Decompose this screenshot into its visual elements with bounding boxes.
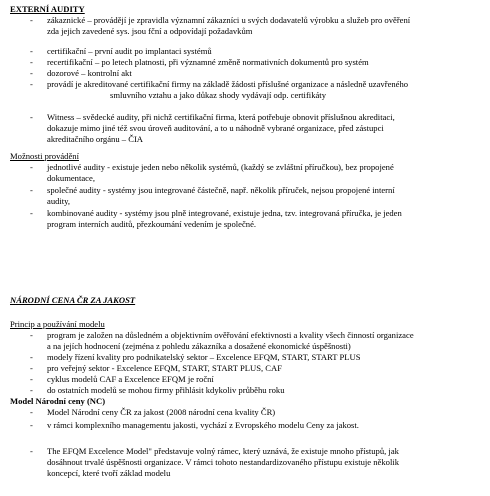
bullet-dash: - [30,420,33,430]
bullet-dash: - [30,162,33,172]
bullet-dash: - [30,208,33,218]
bullet-dash: - [30,363,33,373]
bullet-text: program je založen na důsledném a objektivním ověřování efektivnosti a kvality všech činností organizace [47,330,414,340]
section-title-external-audits: EXTERNÍ AUDITY [10,4,85,14]
bullet-text: pro veřejný sektor - Excelence EFQM, START, START PLUS, CAF [47,363,283,373]
bullet-dash: - [30,330,33,340]
bullet-dash: - [30,57,33,67]
bullet-text: koncepcí, které tvoří základ modelu [47,468,171,478]
section-title-national-quality-award: NÁRODNÍ CENA ČR ZA JAKOST [10,295,136,305]
bullet-text: Model Národní ceny ČR za jakost (2008 národní cena kvality ČR) [47,407,276,417]
bullet-text: jednotlivé audity - existuje jeden nebo několik systémů, (každý se zvláštní příručkou), bez propojené [47,162,394,172]
bullet-text: Witness – svědecké audity, při nichž certifikační firma, která potřebuje obnovit příslušnou akreditaci, [47,112,395,122]
bullet-dash: - [30,68,33,78]
bullet-dash: - [30,352,33,362]
bullet-dash: - [30,185,33,195]
bullet-dash: - [30,112,33,122]
bullet-text: smluvního vztahu a jako důkaz shody vydávají odp. certifikáty [110,90,326,100]
bullet-dash: - [30,46,33,56]
bullet-text: recertifikační – po letech platnosti, při významné změně normativních dokumentů pro systém [47,57,369,67]
bullet-text: zákaznické – provádějí je zpravidla významní zákazníci u svých dodavatelů výrobku a služeb pro ověření [47,15,411,25]
bullet-text: provádí je akreditované certifikační firmy na základě žádosti příslušné organizace a následně uzavřeného [47,79,409,89]
bullet-text: do ostatních modelů se mohou firmy přihlásit kdykoliv průběhu roku [47,385,285,395]
bullet-text: akreditačního orgánu – ČIA [47,134,144,144]
bullet-dash: - [30,385,33,395]
bullet-text: audity, [47,196,71,206]
bullet-dash: - [30,15,33,25]
bullet-text: The EFQM Excelence Model" představuje volný rámec, který uznává, že existuje mnoho přístupů, jak [47,446,399,456]
section-subtitle-principles: Princip a používání modelu [10,319,105,329]
bullet-text: dozorové – kontrolní akt [47,68,132,78]
bullet-text: program interních auditů, přezkoumání vedením je společné. [47,219,257,229]
bullet-dash: - [30,79,33,89]
bullet-dash: - [30,374,33,384]
bullet-text: společné audity - systémy jsou integrované částečně, např. několik příruček, nejsou propojené interní [47,185,395,195]
bullet-text: certifikační – první audit po implantaci systémů [47,46,212,56]
bullet-dash: - [30,446,33,456]
bullet-text: kombinované audity - systémy jsou plně integrované, existuje jedna, tzv. integrovaná příručka, je jeden [47,208,402,218]
bullet-text: dokumentace, [47,173,95,183]
bullet-text: dosáhnout trvalé úspěšnosti organizace. V rámci tohoto nestandardizovaného přístupu existuje několik [47,457,400,467]
section-subtitle-nc-model: Model Národní ceny (NC) [10,396,106,406]
bullet-text: v rámci komplexního managementu jakosti, vychází z Evropského modelu Ceny za jakost. [47,420,359,430]
section-subtitle-options: Možnosti provádění [10,151,79,161]
bullet-text: zda jejich zavedené sys. jsou fční a odpovídají požadavkům [47,26,253,36]
bullet-text: modely řízení kvality pro podnikatelský sektor – Excelence EFQM, START, START PLUS [47,352,361,362]
bullet-text: dokazuje mimo jiné též svou úroveň auditování, a to u náhodně vybrané organizace, před zástupci [47,123,384,133]
bullet-text: a na jejích hodnocení (zejména z pohledu zákazníka a dosažené ekonomické úspěšnosti) [47,341,351,351]
bullet-text: cyklus modelů CAF a Excelence EFQM je roční [47,374,214,384]
bullet-dash: - [30,407,33,417]
